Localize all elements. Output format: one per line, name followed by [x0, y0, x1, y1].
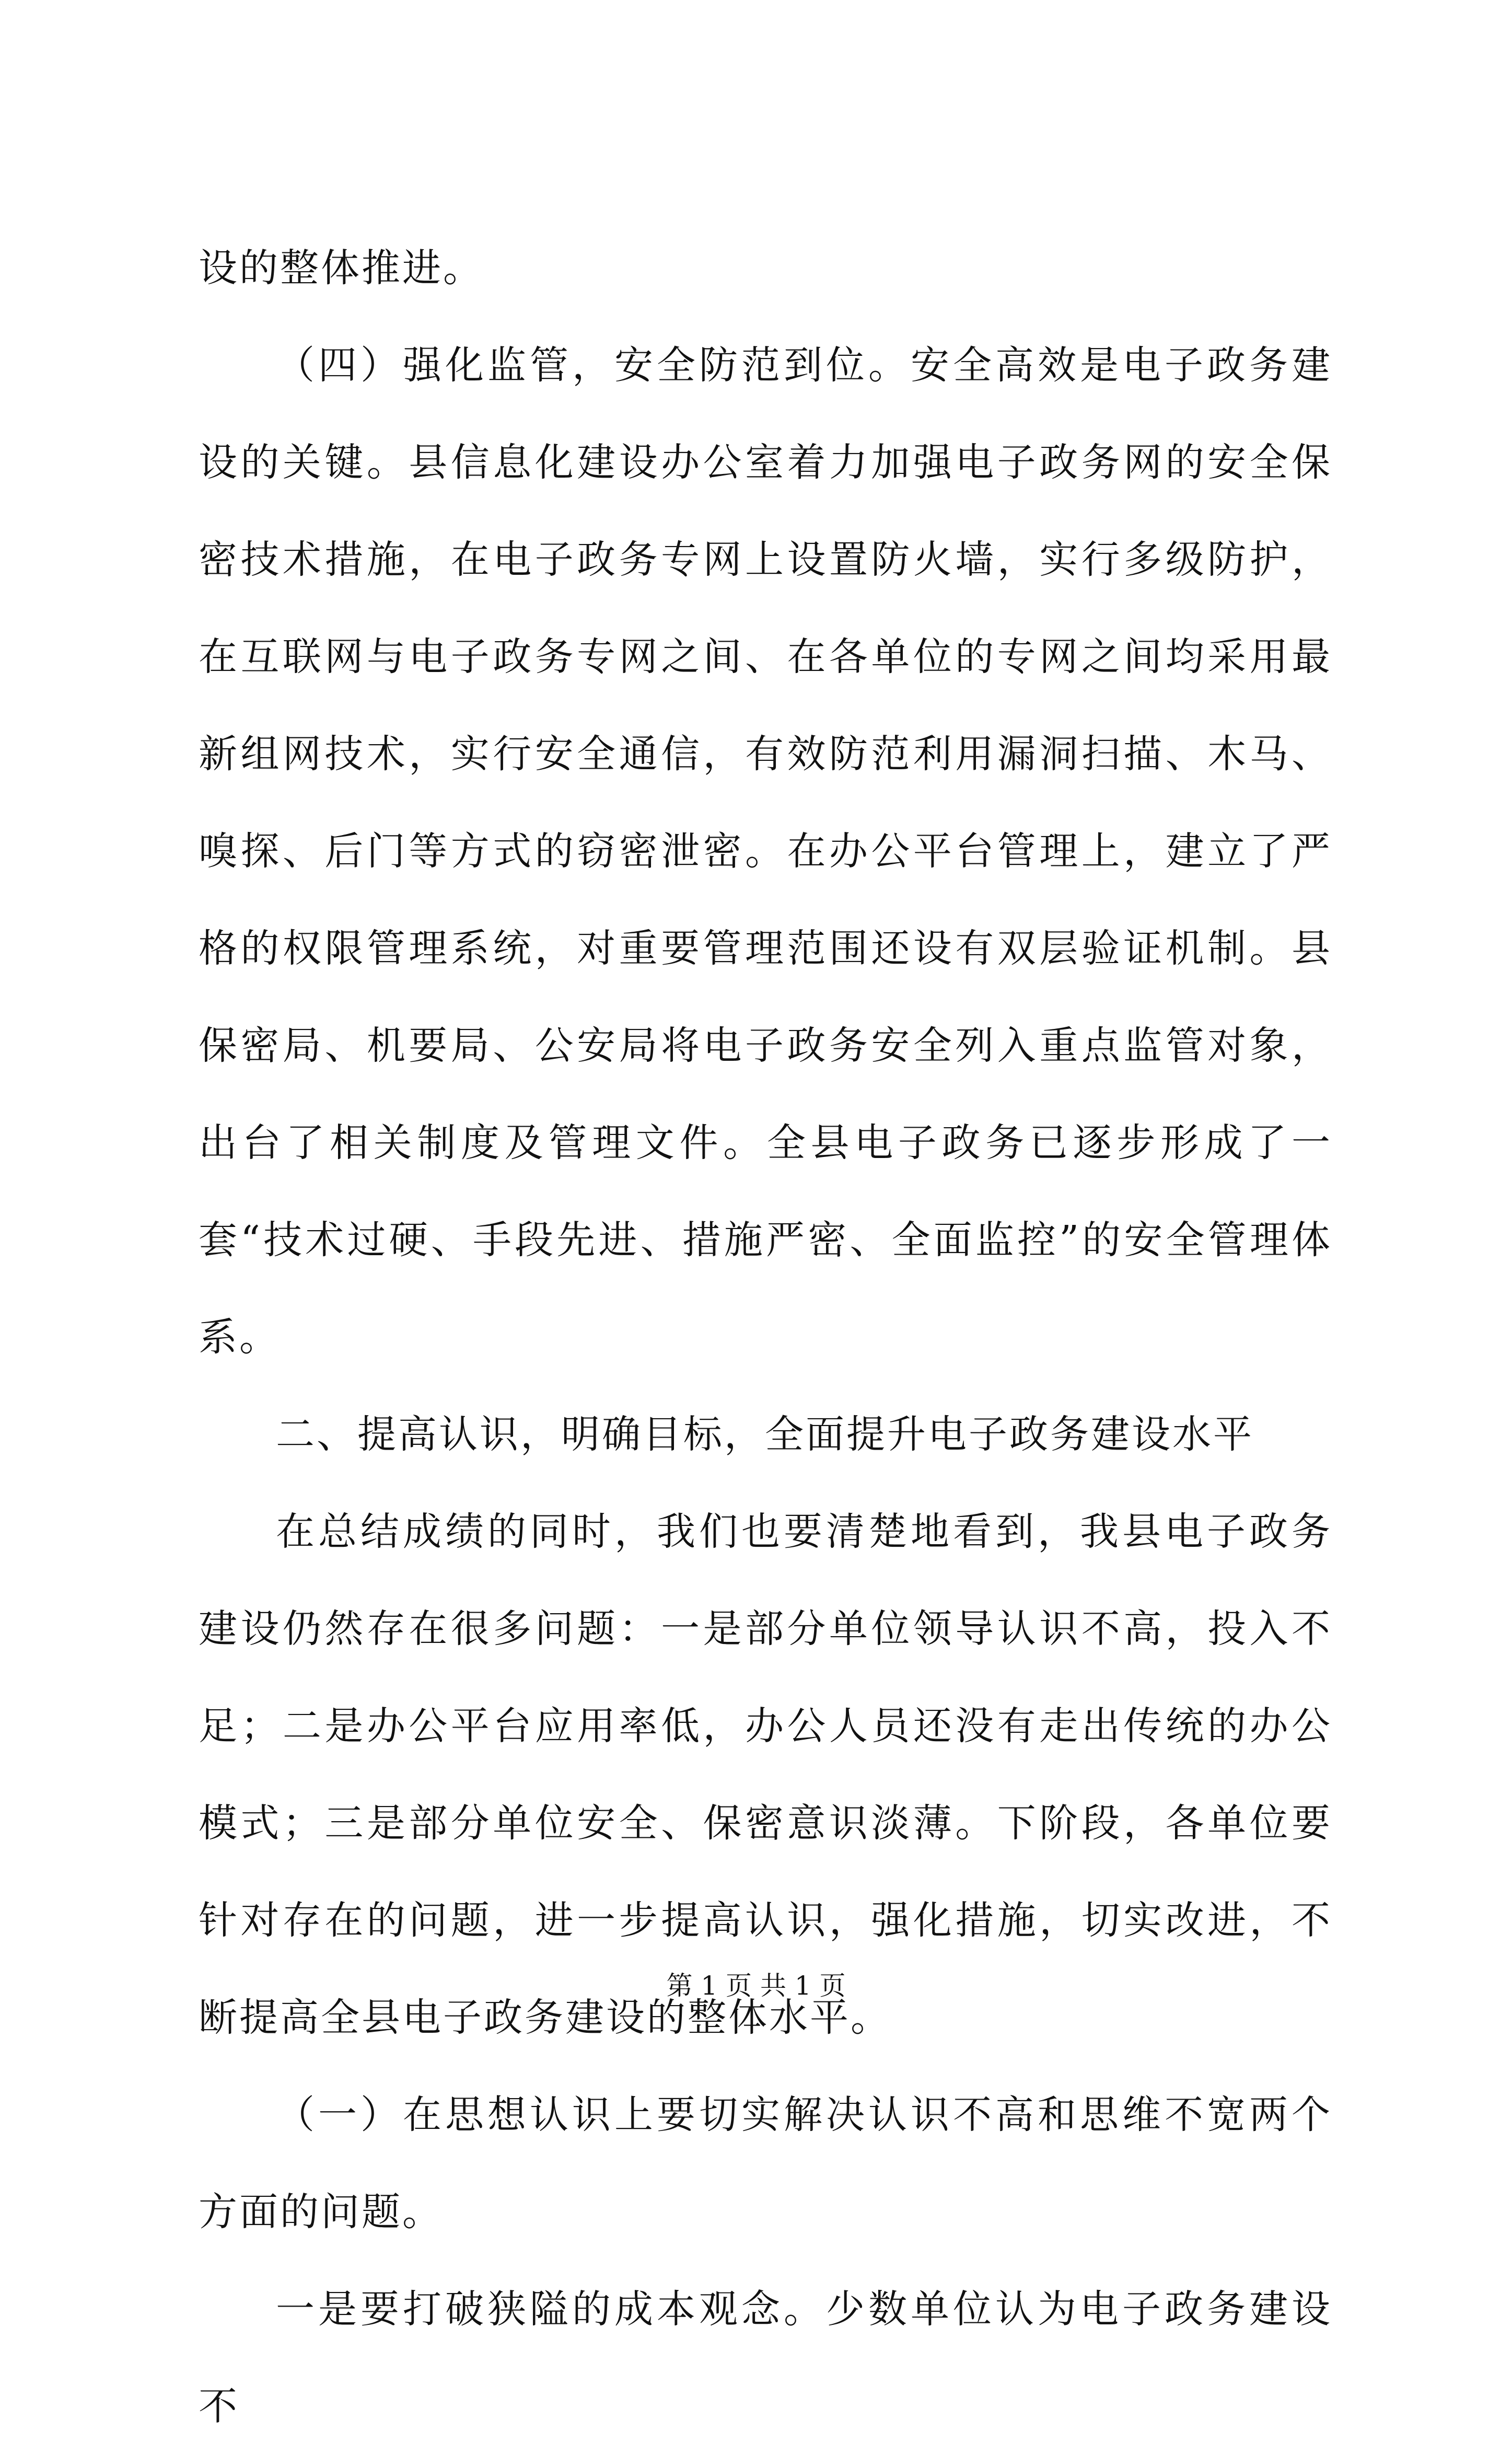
document-body — [199, 219, 1332, 2455]
paragraph-problems: 在总结成绩的同时，我们也要清楚地看到，我县电子政务建设仍然存在很多问题：一是部分单位领导认识不高，投入不足；二是办公平台应用率低，办公人员还没有走出传统的办公模式；三是部分单位安全、保密意识淡薄。下阶段，各单位要针对存在的问题，进一步提高认识，强化措施，切实改进，不断提高全县电子政务建设的整体水平。 — [199, 1509, 1332, 2040]
paragraph-subsection-one: （一）在思想认识上要切实解决认识不高和思维不宽两个方面的问题。 — [199, 2092, 1332, 2234]
paragraph-continuation: 设的整体推进。 — [199, 246, 484, 291]
paragraph-section-four: （四）强化监管，安全防范到位。安全高效是电子政务建设的关键。县信息化建设办公室着力加强电子政务网的安全保密技术措施，在电子政务专网上设置防火墙，实行多级防护，在互联网与电子政务专网之间、在各单位的专网之间均采用最新组网技术，实行安全通信，有效防范利用漏洞扫描、木马、嗅探、后门等方式的窃密泄密。在办公平台管理上，建立了严格的权限管理系统，对重要管理范围还设有双层验证机制。县保密局、机要局、公安局将电子政务安全列入重点监管对象，出台了相关制度及管理文件。全县电子政务已逐步形成了一套“技术过硬、手段先进、措施严密、全面监控”的安全管理体系。 — [199, 343, 1332, 1360]
paragraph-point-one: 一是要打破狭隘的成本观念。少数单位认为电子政务建设不 — [199, 2287, 1332, 2429]
section-heading-two: 二、提高认识，明确目标，全面提升电子政务建设水平 — [276, 1412, 1254, 1457]
page-footer: 第 1 页 共 1 页 — [666, 1971, 846, 2001]
